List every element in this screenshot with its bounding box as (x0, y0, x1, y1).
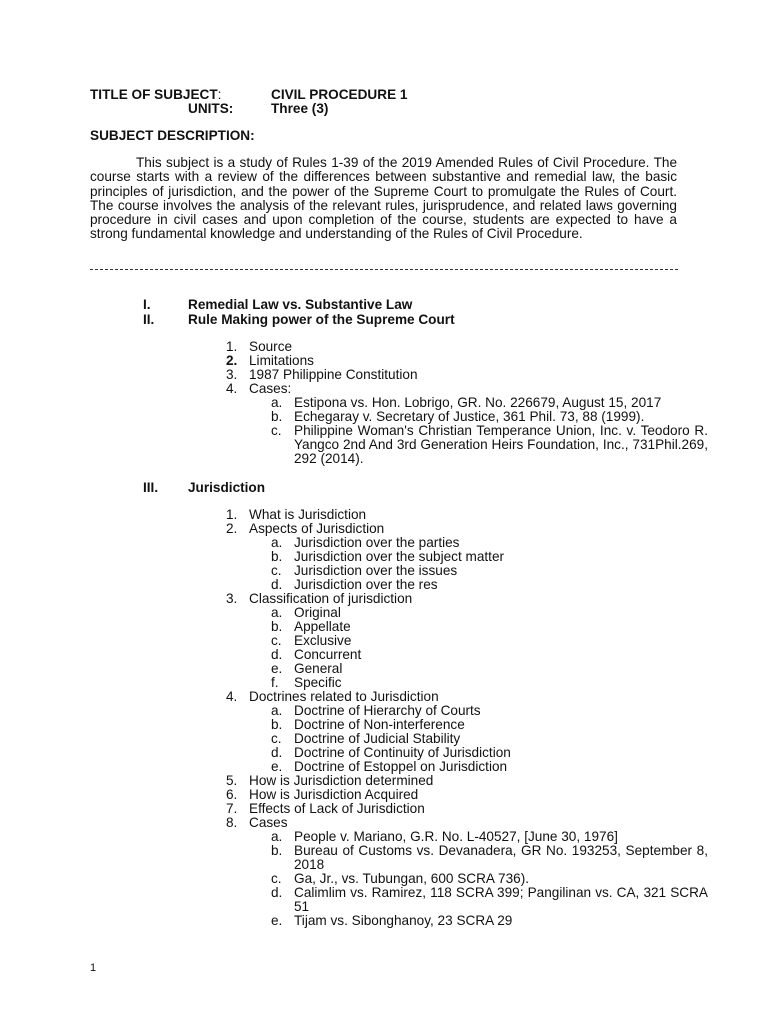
sub-item: f. Specific (271, 675, 342, 690)
case-item: c. Ga, Jr., vs. Tubungan, 600 SCRA 736). (271, 871, 530, 886)
case-item: a. People v. Mariano, G.R. No. L-40527, [June 30, 1976] (271, 829, 618, 844)
list-item: 2. Aspects of Jurisdiction (226, 521, 385, 536)
section-2-title: Rule Making power of the Supreme Court (188, 312, 455, 327)
section-2-number: II. (143, 312, 155, 327)
list-item: 3. Classification of jurisdiction (226, 591, 413, 606)
sub-item: d. Doctrine of Continuity of Jurisdiction (271, 745, 511, 760)
section-3-number: III. (143, 480, 159, 495)
sub-item: c. Doctrine of Judicial Stability (271, 731, 461, 746)
sub-item: a. Doctrine of Hierarchy of Courts (271, 703, 481, 718)
list-item: 4. Cases: (226, 381, 292, 396)
sub-item: e. General (271, 661, 343, 676)
sub-item: e. Doctrine of Estoppel on Jurisdiction (271, 759, 508, 774)
units-label: UNITS: (188, 101, 234, 116)
list-item: 4. Doctrines related to Jurisdiction (226, 689, 439, 704)
sub-item: a. Original (271, 605, 341, 620)
list-item: 6. How is Jurisdiction Acquired (226, 787, 419, 802)
list-item: 5. How is Jurisdiction determined (226, 773, 434, 788)
page-number: 1 (90, 962, 97, 974)
subject-description (90, 156, 677, 242)
sub-item: a. Jurisdiction over the parties (271, 535, 460, 550)
list-item: 1. What is Jurisdiction (226, 507, 367, 522)
description-text: This subject is a study of Rules 1-39 of the 2019 Amended Rules of Civil Procedure. The course starts with a review of the differences between substantive and remedial law, the basic principles of jurisdiction, and the power of the Supreme Court to promulgate the Rules of Court. The course involves the analysis of the relevant rules, jurisprudence, and related laws governing procedure in civil cases and upon completion of the course, students are expected to have a strong fundamental knowledge and understanding of the Rules of Civil Procedure. (90, 155, 677, 242)
list-item: 3. 1987 Philippine Constitution (226, 367, 418, 382)
sub-item: b. Appellate (271, 619, 351, 634)
list-item: 8. Cases (226, 815, 288, 830)
sub-item: c. Jurisdiction over the issues (271, 563, 458, 578)
case-item: a. Estipona vs. Hon. Lobrigo, GR. No. 226679, August 15, 2017 (271, 395, 662, 410)
sub-item: d. Jurisdiction over the res (271, 577, 438, 592)
sub-item: c. Exclusive (271, 633, 352, 648)
case-item: b. Bureau of Customs vs. Devanadera, GR No. 193253, September 8, 2018 (271, 843, 708, 872)
list-item: 7. Effects of Lack of Jurisdiction (226, 801, 425, 816)
section-divider (90, 269, 678, 270)
section-3-title: Jurisdiction (188, 480, 266, 495)
case-item: e. Tijam vs. Sibonghanoy, 23 SCRA 29 (271, 913, 513, 928)
sub-item: d. Concurrent (271, 647, 362, 662)
title-label: TITLE OF SUBJECT: (90, 87, 222, 102)
section-1-number: I. (143, 297, 151, 312)
sub-item: b. Jurisdiction over the subject matter (271, 549, 505, 564)
units-value: Three (3) (271, 101, 329, 116)
case-item: b. Echegaray v. Secretary of Justice, 361 Phil. 73, 88 (1999). (271, 409, 645, 424)
description-heading: SUBJECT DESCRIPTION: (90, 128, 255, 143)
title-value: CIVIL PROCEDURE 1 (271, 87, 408, 102)
list-item: 1. Source (226, 339, 293, 354)
sub-item: b. Doctrine of Non-interference (271, 717, 465, 732)
case-item: c. Philippine Woman's Christian Temperance Union, Inc. v. Teodoro R. Yangco 2nd And 3rd Generation Heirs Foundation, Inc., 731Phil.269, 292 (2014). (271, 423, 708, 466)
section-1-title: Remedial Law vs. Substantive Law (188, 297, 413, 312)
list-item: 2. Limitations (226, 353, 314, 368)
case-item: d. Calimlim vs. Ramirez, 118 SCRA 399; Pangilinan vs. CA, 321 SCRA 51 (271, 885, 708, 914)
